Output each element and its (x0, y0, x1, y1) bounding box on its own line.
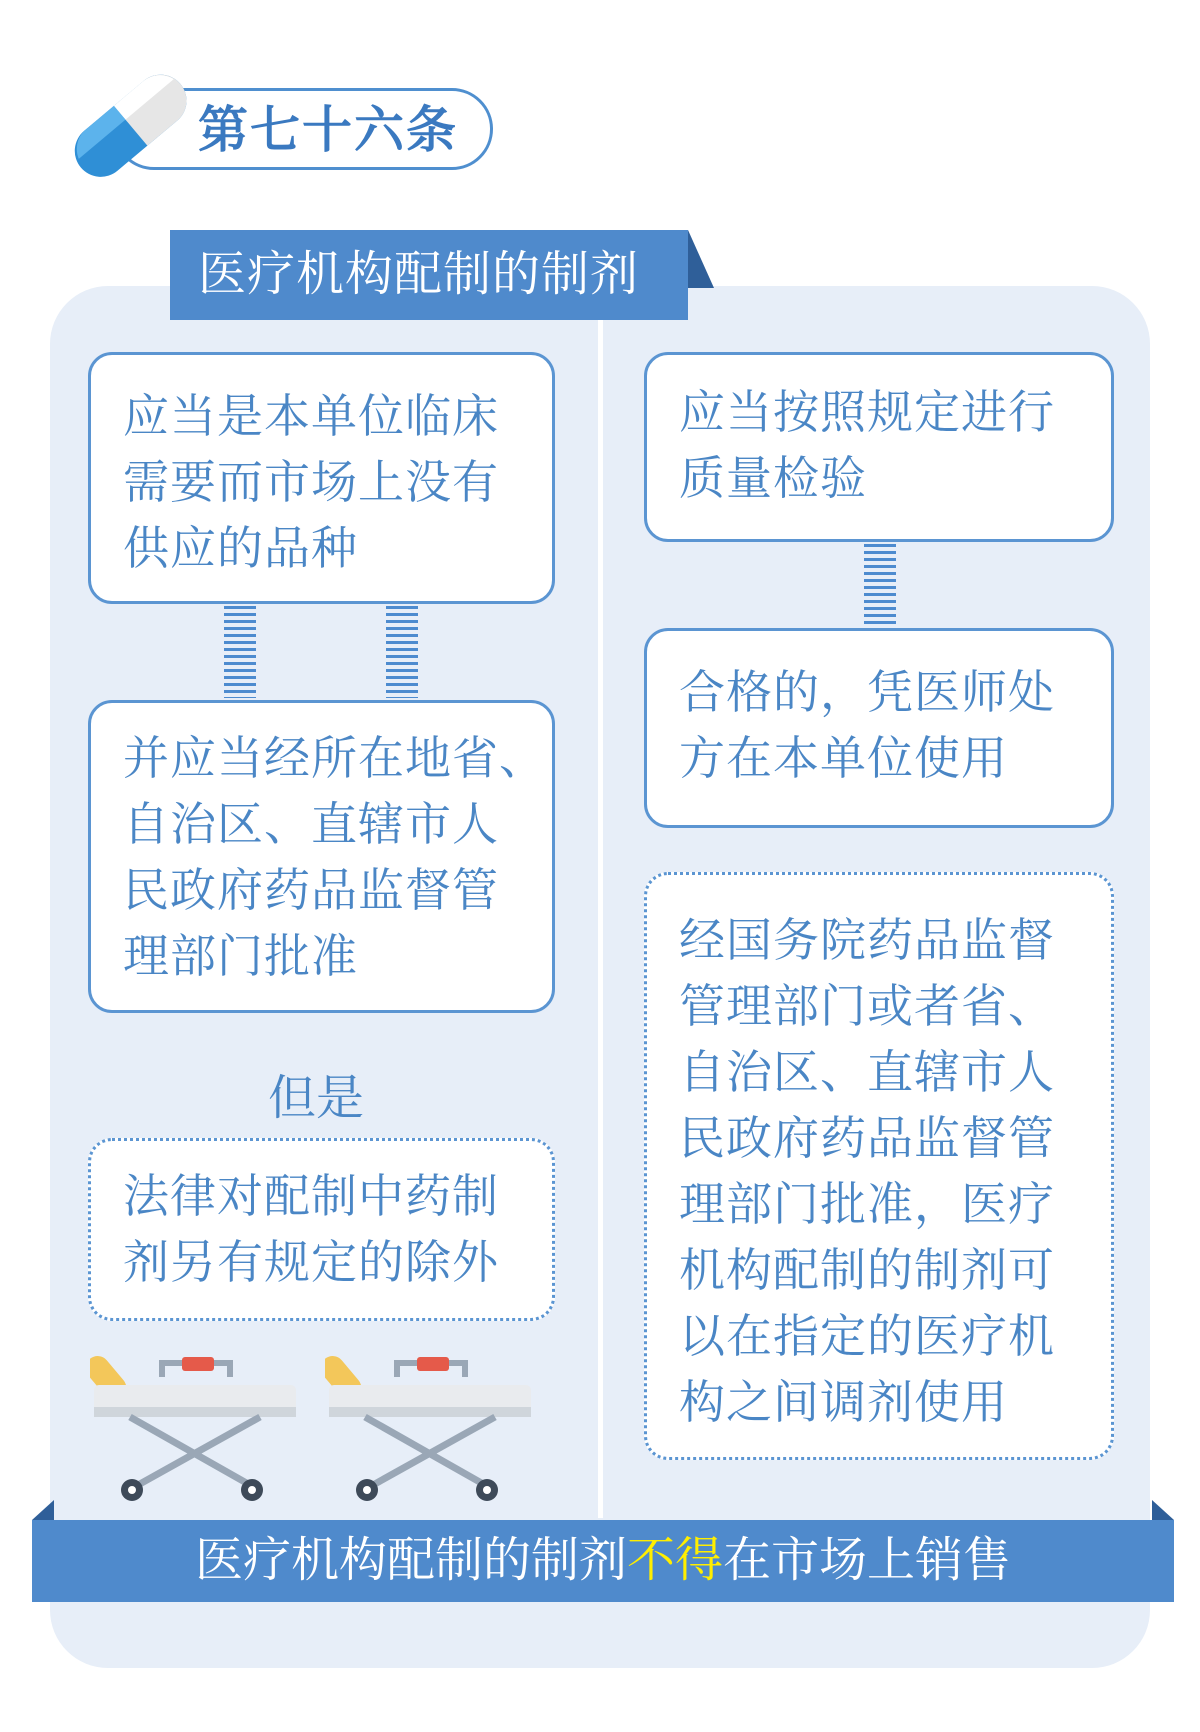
ribbon-fold (688, 230, 714, 288)
connector-left-a (224, 606, 256, 698)
conclusion-text (32, 1530, 1174, 1590)
capsule-icon (55, 60, 205, 190)
stretcher-icon (90, 1345, 300, 1505)
left-condition-text-2: 并应当经所在地省、 自治区、直辖市人 民政府药品监督管 理部门批准 (123, 731, 546, 983)
banner-fold-left (32, 1500, 54, 1520)
conclusion-highlight: 不得 (626, 1532, 723, 1588)
right-exception-text: 经国务院药品监督 管理部门或者省、 自治区、直辖市人 民政府药品监督管 理部门批准，医疗 机构配制的制剂可 以在指定的医疗机 构之间调剂使用 (679, 913, 1055, 1429)
connector-right (864, 544, 896, 624)
left-exception-box (88, 1138, 555, 1321)
ribbon-title: 医疗机构配制的制剂 (198, 246, 640, 302)
banner-fold-right (1152, 1500, 1174, 1520)
connector-left-b (386, 606, 418, 698)
exception-label: 但是 (268, 1070, 365, 1126)
right-condition-box-2 (644, 628, 1114, 828)
right-exception-box (644, 872, 1114, 1460)
article-title: 第七十六条 (198, 101, 458, 159)
conclusion-suffix: 在市场上销售 (723, 1532, 1012, 1588)
right-condition-text-2: 合格的，凭医师处 方在本单位使用 (679, 665, 1055, 785)
left-condition-box-2 (88, 700, 555, 1013)
column-divider (598, 318, 603, 1518)
right-condition-box-1 (644, 352, 1114, 542)
left-exception-text: 法律对配制中药制 剂另有规定的除外 (123, 1169, 499, 1289)
right-condition-text-1: 应当按照规定进行 质量检验 (679, 385, 1055, 505)
conclusion-prefix: 医疗机构配制的制剂 (194, 1532, 627, 1588)
left-condition-text-1: 应当是本单位临床 需要而市场上没有 供应的品种 (123, 389, 499, 575)
left-condition-box-1 (88, 352, 555, 604)
stretcher-icon (325, 1345, 535, 1505)
